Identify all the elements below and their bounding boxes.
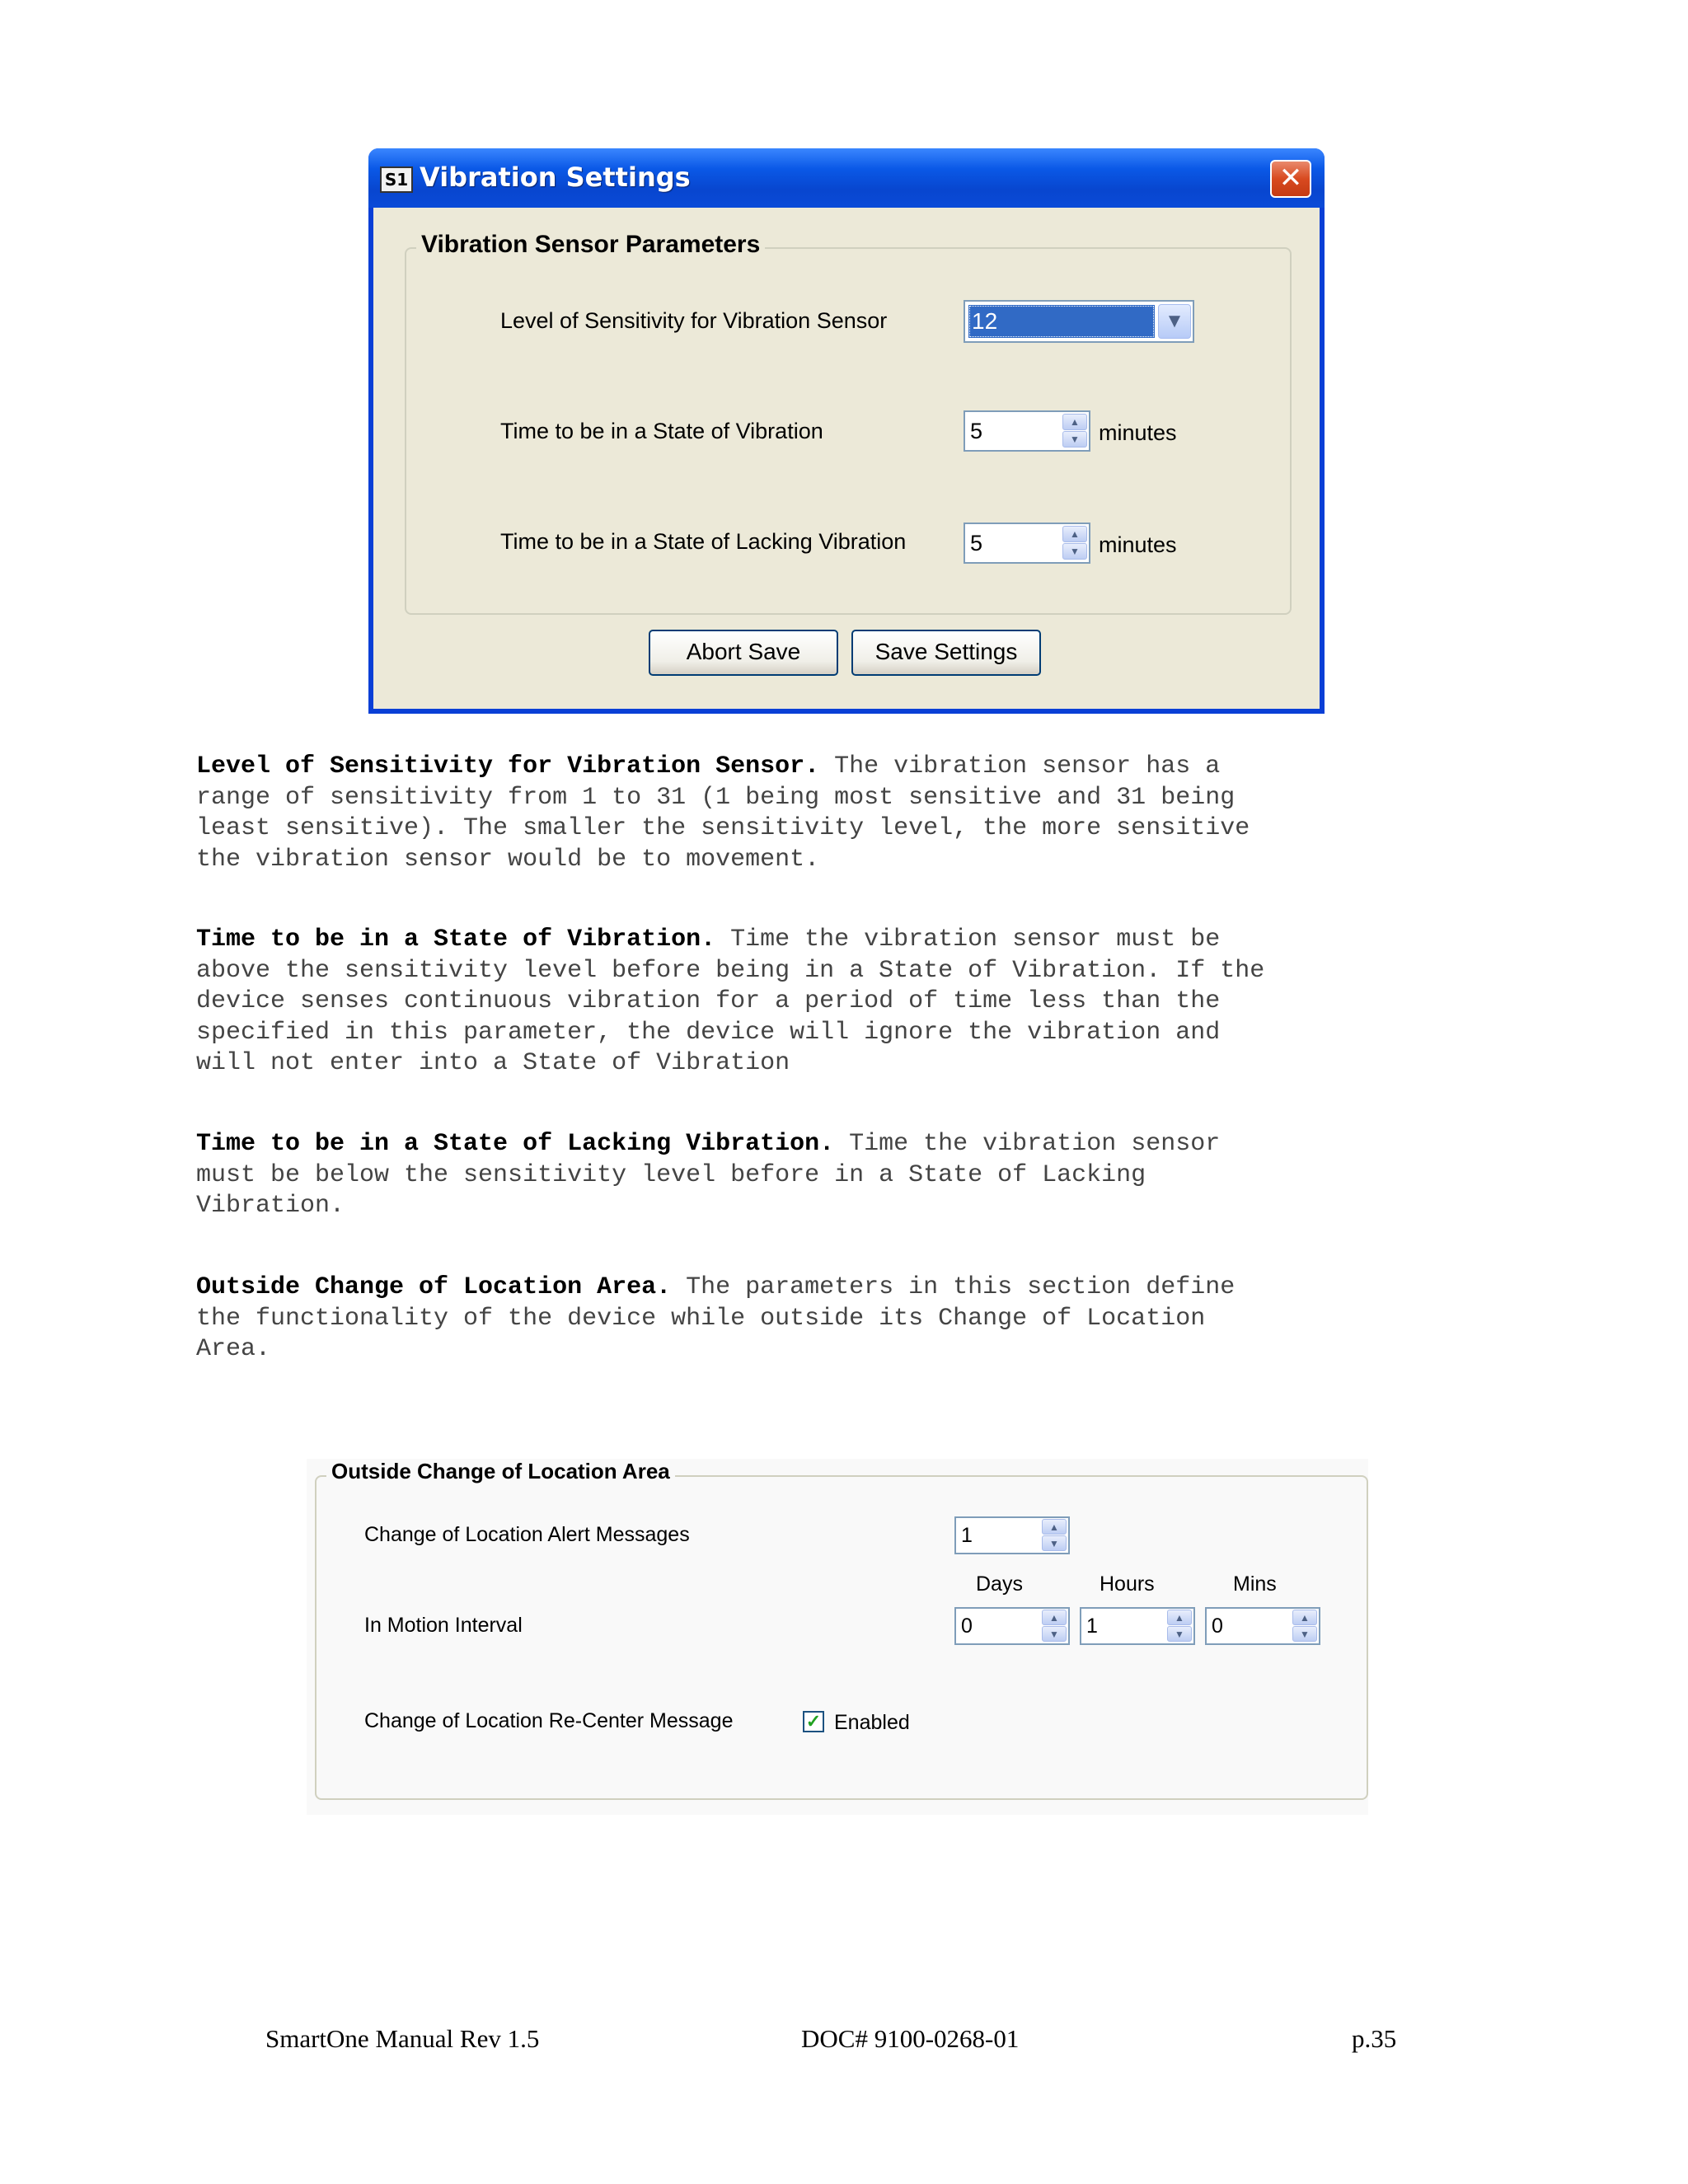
spin-up-icon[interactable]: ▲ [1062,526,1087,542]
dialog-title: Vibration Settings [420,162,691,193]
group-title: Outside Change of Location Area [326,1459,675,1484]
close-icon[interactable]: ✕ [1270,160,1311,198]
alert-messages-stepper[interactable] [954,1516,1070,1554]
vibration-time-spin-buttons [1062,414,1087,448]
save-settings-button[interactable]: Save Settings [851,630,1041,676]
vibration-settings-dialog [368,148,1325,714]
paragraph-heading: Time to be in a State of Lacking Vibration. [196,1130,835,1158]
lacking-time-value: 5 [970,531,983,555]
paragraph-lacking-time [196,1129,1482,1222]
days-value: 0 [961,1615,973,1638]
paragraph-body: The vibration sensor has a range of sensitivity from 1 to 31 (1 being most sensitive and 31 being least sensitive). The smaller the sensitivity level, the more sensitive the vibration sensor would be to movement. [196,752,1250,874]
vibration-time-stepper[interactable] [964,410,1090,452]
alert-messages-spin-buttons [1042,1519,1067,1552]
days-spin-buttons [1042,1610,1067,1643]
footer-page-number: p.35 [1352,2024,1397,2053]
spin-up-icon[interactable]: ▲ [1167,1610,1192,1625]
app-icon: S1 [380,166,413,193]
group-title: Vibration Sensor Parameters [416,231,765,259]
lacking-time-unit: minutes [1099,532,1177,557]
alert-messages-value: 1 [961,1524,973,1547]
paragraph-heading: Level of Sensitivity for Vibration Sensor. [196,752,820,780]
spin-down-icon[interactable]: ▼ [1062,543,1087,560]
hours-spin-buttons [1167,1610,1192,1643]
vibration-time-value: 5 [970,419,983,443]
enabled-checkbox[interactable]: ✓ [803,1711,824,1732]
lacking-time-stepper[interactable] [964,523,1090,564]
paragraph-body: The parameters in this section define the functionality of the device while outside its Change of Location Area. [196,1273,1236,1363]
spin-up-icon[interactable]: ▲ [1292,1610,1317,1625]
sensitivity-value: 12 [968,305,1155,338]
spin-down-icon[interactable]: ▼ [1167,1626,1192,1642]
hours-stepper[interactable] [1080,1607,1195,1645]
paragraph-sensitivity [196,752,1482,875]
title-bar[interactable] [368,148,1325,208]
mins-stepper[interactable] [1205,1607,1320,1645]
lacking-time-label: Time to be in a State of Lacking Vibration [500,529,907,554]
footer-doc-number: DOC# 9100-0268-01 [801,2024,1020,2053]
lacking-time-spin-buttons [1062,526,1087,560]
hours-header: Hours [1100,1572,1155,1596]
spin-down-icon[interactable]: ▼ [1292,1626,1317,1642]
in-motion-interval-label: In Motion Interval [364,1614,523,1637]
spin-down-icon[interactable]: ▼ [1042,1626,1067,1642]
enabled-label: Enabled [834,1711,910,1734]
dialog-body [373,208,1320,709]
vibration-time-unit: minutes [1099,420,1177,445]
spin-up-icon[interactable]: ▲ [1042,1610,1067,1625]
recenter-label: Change of Location Re-Center Message [364,1709,734,1732]
spin-down-icon[interactable]: ▼ [1062,431,1087,448]
mins-spin-buttons [1292,1610,1317,1643]
hours-value: 1 [1086,1615,1098,1638]
spin-up-icon[interactable]: ▲ [1042,1519,1067,1535]
chevron-down-icon[interactable]: ▼ [1158,304,1191,339]
paragraph-outside-location [196,1272,1482,1366]
paragraph-heading: Time to be in a State of Vibration. [196,926,716,954]
abort-save-button[interactable]: Abort Save [649,630,838,676]
paragraph-body: Time the vibration sensor must be above the sensitivity level before being in a State of Vibration. If the device senses continuous vibration for a period of time less than the specified in this parameter, the device will ignore the vibration and will not enter into a State of Vibration [196,926,1265,1077]
mins-value: 0 [1212,1615,1223,1638]
paragraph-vibration-time [196,925,1482,1080]
paragraph-heading: Outside Change of Location Area. [196,1273,672,1301]
sensitivity-label: Level of Sensitivity for Vibration Sensor [500,308,888,333]
vibration-time-label: Time to be in a State of Vibration [500,419,823,443]
footer-manual-rev: SmartOne Manual Rev 1.5 [265,2024,540,2053]
spin-up-icon[interactable]: ▲ [1062,414,1087,430]
days-header: Days [976,1572,1023,1596]
sensitivity-select[interactable] [964,300,1194,343]
paragraph-body: Time the vibration sensor must be below the sensitivity level before in a State of Lacking Vibration. [196,1130,1221,1220]
alert-messages-label: Change of Location Alert Messages [364,1523,690,1546]
outside-location-panel [307,1459,1368,1815]
days-stepper[interactable] [954,1607,1070,1645]
spin-down-icon[interactable]: ▼ [1042,1535,1067,1551]
mins-header: Mins [1233,1572,1277,1596]
